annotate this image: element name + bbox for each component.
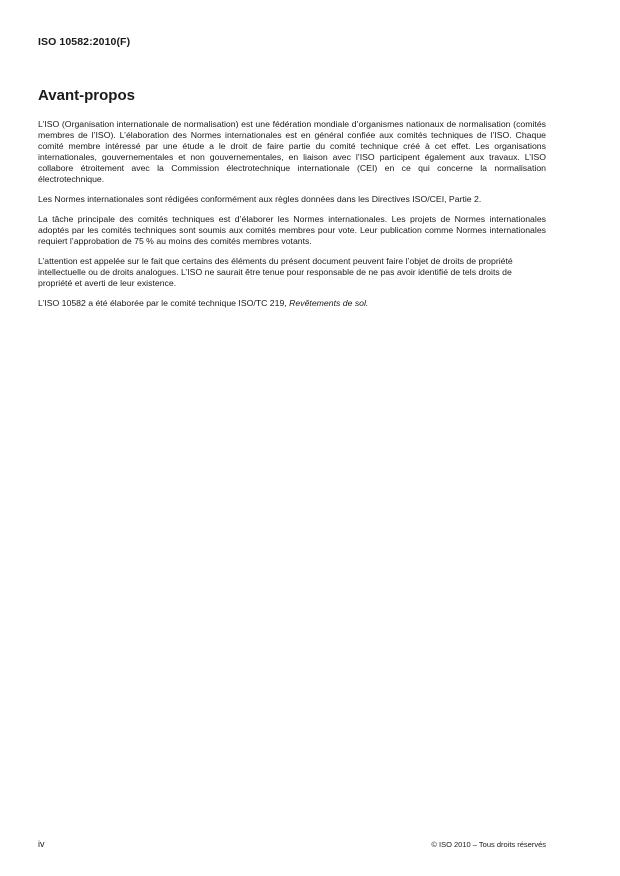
paragraph-technical-committees: La tâche principale des comités techniques est d’élaborer les Normes internationales. Les projets de Normes internationales adoptés par les comités techniques sont soumis aux comités membres pour vote. Leur publication comme Normes internationales requiert l’approbation de 75 % au moins des comités membres votants. <box>38 214 546 246</box>
copyright-notice: © ISO 2010 – Tous droits réservés <box>431 840 546 849</box>
standard-subject-title: Revêtements de sol. <box>289 298 369 308</box>
foreword-body <box>38 119 546 318</box>
paragraph-patent-rights: L’attention est appelée sur le fait que certains des éléments du présent document peuvent faire l’objet de droits de propriété intellectuelle ou de droits analogues. L’ISO ne saurait être tenue pour responsable de ne pas avoir identifié de tels droits de propriété et averti de leur existence. <box>38 256 513 288</box>
prepared-by-text: L’ISO 10582 a été élaborée par le comité technique ISO/TC 219, <box>38 298 290 308</box>
page-number: iv <box>38 839 45 849</box>
document-header-code: ISO 10582:2010(F) <box>38 36 131 48</box>
section-title: Avant-propos <box>38 87 135 104</box>
paragraph-directives: Les Normes internationales sont rédigées conformément aux règles données dans les Directives ISO/CEI, Partie 2. <box>38 194 482 204</box>
paragraph-prepared-by <box>38 298 546 309</box>
paragraph-iso-organisation: L’ISO (Organisation internationale de normalisation) est une fédération mondiale d’organismes nationaux de normalisation (comités membres de l’ISO). L’élaboration des Normes internationales est en général confiée aux comités techniques de l’ISO. Chaque comité membre intéressé par une étude a le droit de faire partie du comité technique créé à cet effet. Les organisations internationales, gouvernementales et non gouvernementales, en liaison avec l’ISO participent également aux travaux. L’ISO collabore étroitement avec la Commission électrotechnique internationale (CEI) en ce qui concerne la normalisation électrotechnique. <box>38 119 546 184</box>
